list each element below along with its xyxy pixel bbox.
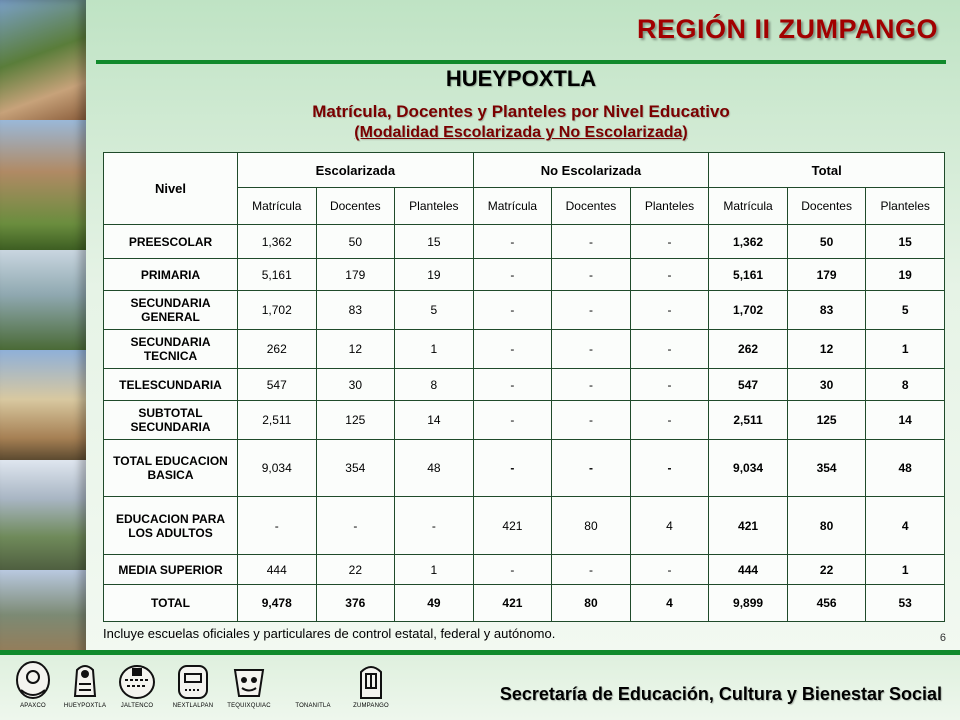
cell: 9,478 xyxy=(238,585,317,622)
cell: 547 xyxy=(238,369,317,401)
cell: 125 xyxy=(316,401,395,440)
cell: - xyxy=(316,497,395,555)
photo-strip xyxy=(0,0,86,660)
cell: 8 xyxy=(866,369,945,401)
cell: - xyxy=(630,330,709,369)
cell: - xyxy=(473,259,552,291)
cell: 48 xyxy=(395,440,474,497)
cell: 14 xyxy=(866,401,945,440)
row-label: SECUNDARIA TECNICA xyxy=(104,330,238,369)
municipal-emblems xyxy=(6,660,406,718)
cell: 1 xyxy=(395,555,474,585)
cell: 80 xyxy=(552,585,631,622)
cell: 354 xyxy=(316,440,395,497)
cell: 179 xyxy=(316,259,395,291)
cell: 421 xyxy=(473,497,552,555)
cell: 262 xyxy=(709,330,788,369)
row-label: TELESCUNDARIA xyxy=(104,369,238,401)
cell: 12 xyxy=(316,330,395,369)
row-label: TOTAL xyxy=(104,585,238,622)
cell: 83 xyxy=(316,291,395,330)
table-row xyxy=(104,259,945,291)
cell: 376 xyxy=(316,585,395,622)
cell: 354 xyxy=(787,440,866,497)
emblem-apaxco: APAXCO xyxy=(6,660,60,709)
table-row-total xyxy=(104,585,945,622)
cell: 15 xyxy=(395,225,474,259)
cell: - xyxy=(630,369,709,401)
cell: - xyxy=(630,440,709,497)
cell: 9,034 xyxy=(238,440,317,497)
cell: 444 xyxy=(709,555,788,585)
cell: 179 xyxy=(787,259,866,291)
cell: 1 xyxy=(866,555,945,585)
emblem-hueypoxtla: HUEYPOXTLA xyxy=(58,660,112,709)
cell: 1,702 xyxy=(238,291,317,330)
row-label: PRIMARIA xyxy=(104,259,238,291)
cell: - xyxy=(552,369,631,401)
cell: - xyxy=(473,225,552,259)
table-row xyxy=(104,225,945,259)
row-label: EDUCACION PARA LOS ADULTOS xyxy=(104,497,238,555)
cell: 4 xyxy=(630,585,709,622)
cell: 14 xyxy=(395,401,474,440)
top-divider xyxy=(96,60,946,64)
cell: 8 xyxy=(395,369,474,401)
cell: 2,511 xyxy=(709,401,788,440)
cell: - xyxy=(552,440,631,497)
cell: 80 xyxy=(787,497,866,555)
cell: 80 xyxy=(552,497,631,555)
table-row xyxy=(104,497,945,555)
header-escolarizada: Escolarizada xyxy=(238,153,474,188)
table-subtitle-modality: (Modalidad Escolarizada y No Escolarizada) xyxy=(354,124,688,141)
row-label: SUBTOTAL SECUNDARIA xyxy=(104,401,238,440)
header-nivel: Nivel xyxy=(104,153,238,225)
jaltenco-glyph-icon xyxy=(117,660,157,702)
cell: 22 xyxy=(316,555,395,585)
cell: - xyxy=(473,555,552,585)
cell: 421 xyxy=(473,585,552,622)
subheader: Matrícula xyxy=(709,188,788,225)
table-row xyxy=(104,555,945,585)
cell: 1,362 xyxy=(709,225,788,259)
cell: 19 xyxy=(395,259,474,291)
cell: 444 xyxy=(238,555,317,585)
cell: 5 xyxy=(866,291,945,330)
cell: - xyxy=(395,497,474,555)
header-total: Total xyxy=(709,153,945,188)
cell: 456 xyxy=(787,585,866,622)
row-label: PREESCOLAR xyxy=(104,225,238,259)
cell: 4 xyxy=(630,497,709,555)
page-number: 6 xyxy=(939,632,946,644)
emblem-zumpango: ZUMPANGO xyxy=(344,660,398,709)
table-row xyxy=(104,440,945,497)
cell: 2,511 xyxy=(238,401,317,440)
zumpango-glyph-icon xyxy=(351,660,391,702)
apaxco-glyph-icon xyxy=(13,660,53,702)
row-label: TOTAL EDUCACION BASICA xyxy=(104,440,238,497)
header-no-escolarizada: No Escolarizada xyxy=(473,153,709,188)
cell: 1 xyxy=(866,330,945,369)
cell: 1 xyxy=(395,330,474,369)
cell: - xyxy=(473,401,552,440)
cell: 1,702 xyxy=(709,291,788,330)
cell: 53 xyxy=(866,585,945,622)
cell: 5 xyxy=(395,291,474,330)
cell: 15 xyxy=(866,225,945,259)
subheader: Docentes xyxy=(787,188,866,225)
cell: 12 xyxy=(787,330,866,369)
cell: - xyxy=(552,259,631,291)
region-title: REGIÓN II ZUMPANGO xyxy=(636,14,938,44)
cell: - xyxy=(473,330,552,369)
cell: - xyxy=(630,259,709,291)
cell: 48 xyxy=(866,440,945,497)
table-row xyxy=(104,369,945,401)
cell: 83 xyxy=(787,291,866,330)
cell: 5,161 xyxy=(238,259,317,291)
cell: 49 xyxy=(395,585,474,622)
nextlalpan-glyph-icon xyxy=(173,660,213,702)
cell: 50 xyxy=(316,225,395,259)
cell: - xyxy=(238,497,317,555)
cell: 125 xyxy=(787,401,866,440)
cell: - xyxy=(630,555,709,585)
cell: - xyxy=(630,291,709,330)
cell: - xyxy=(552,401,631,440)
municipality-title: HUEYPOXTLA xyxy=(445,66,597,91)
cell: 19 xyxy=(866,259,945,291)
cell: 22 xyxy=(787,555,866,585)
cell: - xyxy=(552,291,631,330)
emblem-nextlalpan: NEXTLALPAN xyxy=(166,660,220,709)
subheader: Matrícula xyxy=(473,188,552,225)
cell: - xyxy=(552,555,631,585)
row-label: SECUNDARIA GENERAL xyxy=(104,291,238,330)
cell: - xyxy=(630,401,709,440)
cell: 9,899 xyxy=(709,585,788,622)
education-table xyxy=(103,152,945,622)
hueypoxtla-glyph-icon xyxy=(65,660,105,702)
row-label: MEDIA SUPERIOR xyxy=(104,555,238,585)
cell: 5,161 xyxy=(709,259,788,291)
cell: - xyxy=(552,330,631,369)
cell: 421 xyxy=(709,497,788,555)
secretaria-name: Secretaría de Educación, Cultura y Bienestar Social xyxy=(499,684,942,704)
cell: - xyxy=(473,291,552,330)
table-row xyxy=(104,291,945,330)
cell: - xyxy=(473,440,552,497)
table-row xyxy=(104,330,945,369)
cell: 4 xyxy=(866,497,945,555)
tequixquiac-glyph-icon xyxy=(229,660,269,702)
subheader: Planteles xyxy=(866,188,945,225)
cell: - xyxy=(473,369,552,401)
cell: 30 xyxy=(316,369,395,401)
emblem-jaltenco: JALTENCO xyxy=(110,660,164,709)
table-subtitle: Matrícula, Docentes y Planteles por Nivel Educativo xyxy=(312,102,730,121)
subheader: Docentes xyxy=(552,188,631,225)
cell: 9,034 xyxy=(709,440,788,497)
cell: - xyxy=(552,225,631,259)
cell: - xyxy=(630,225,709,259)
subheader: Planteles xyxy=(630,188,709,225)
footnote: Incluye escuelas oficiales y particulares de control estatal, federal y autónomo. xyxy=(103,626,556,641)
subheader: Docentes xyxy=(316,188,395,225)
subheader: Planteles xyxy=(395,188,474,225)
emblem-tonanitla: TONANITLA xyxy=(295,703,331,709)
emblem-tequixquiac: TEQUIXQUIAC xyxy=(222,660,276,709)
cell: 262 xyxy=(238,330,317,369)
cell: 547 xyxy=(709,369,788,401)
cell: 30 xyxy=(787,369,866,401)
cell: 1,362 xyxy=(238,225,317,259)
table-row xyxy=(104,401,945,440)
subheader: Matrícula xyxy=(238,188,317,225)
cell: 50 xyxy=(787,225,866,259)
